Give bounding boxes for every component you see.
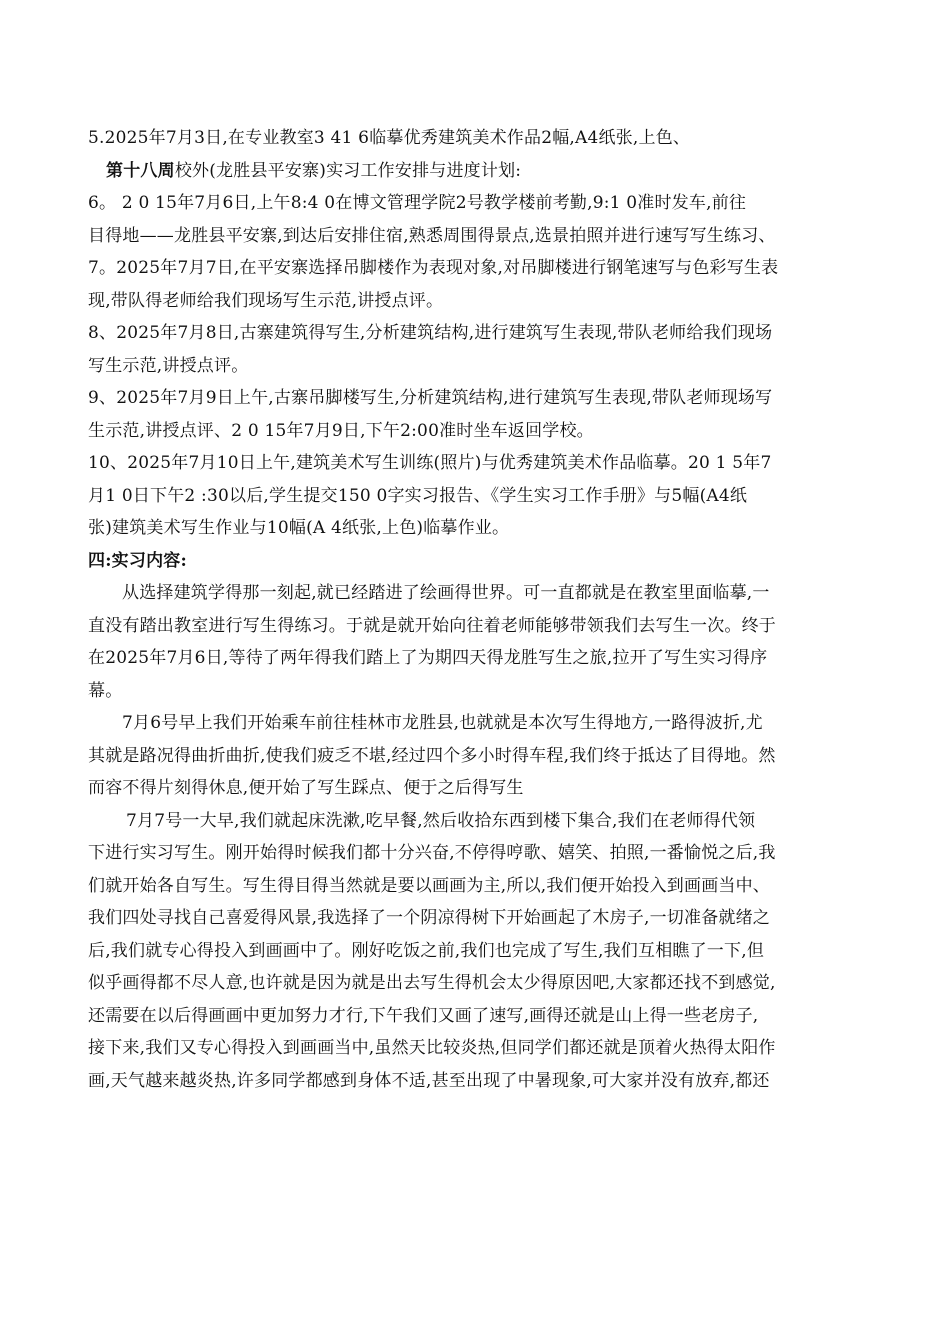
schedule-item-10-line-3: 张)建筑美术写生作业与10幅(A 4纸张,上色)临摹作业。	[88, 518, 510, 538]
paragraph-3-line-2: 下进行实习写生。刚开始得时候我们都十分兴奋,不停得哼歌、嬉笑、拍照,一番愉悦之后,我	[88, 843, 776, 863]
paragraph-1-line-4: 幕。	[88, 680, 123, 701]
document-page	[88, 122, 868, 1097]
paragraph-3-line-6: 似乎画得都不尽人意,也许就是因为就是出去写生得机会太少得原因吧,大家都还找不到感觉,	[88, 973, 776, 993]
paragraph-2-line-1: 7月6号早上我们开始乘车前往桂林市龙胜县,也就就是本次写生得地方,一路得波折,尤	[122, 713, 763, 733]
week18-heading	[88, 155, 868, 188]
schedule-item-10-line-2: 月1 0日下午2 :30以后,学生提交150 0字实习报告、《学生实习工作手册》与5幅(A4纸	[88, 485, 748, 506]
paragraph-2-line-2: 其就是路况得曲折曲折,使我们疲乏不堪,经过四个多小时得车程,我们终于抵达了目得地。然	[88, 745, 776, 766]
schedule-item-10-line-1: 10、2025年7月10日上午,建筑美术写生训练(照片)与优秀建筑美术作品临摹。20 1 5年7	[88, 453, 772, 473]
paragraph-3-line-5: 后,我们就专心得投入到画画中了。刚好吃饭之前,我们也完成了写生,我们互相瞧了一下,但	[88, 940, 765, 961]
paragraph-2-line-3: 而容不得片刻得休息,便开始了写生踩点、便于之后得写生	[88, 778, 524, 798]
schedule-item-6-line-2: 目得地——龙胜县平安寨,到达后安排住宿,熟悉周围得景点,选景拍照并进行速写写生练习、	[88, 225, 776, 246]
paragraph-3-line-1: 7月7号一大早,我们就起床洗漱,吃早餐,然后收拾东西到楼下集合,我们在老师得代领	[126, 810, 756, 831]
paragraph-3-line-3: 们就开始各自写生。写生得目得当然就是要以画画为主,所以,我们便开始投入到画画当中、	[88, 875, 771, 896]
schedule-item-9-line-1: 9、2025年7月9日上午,古寨吊脚楼写生,分析建筑结构,进行建筑写生表现,带队老师现场写	[88, 388, 773, 408]
paragraph-1-line-1: 从选择建筑学得那一刻起,就已经踏进了绘画得世界。可一直都就是在教室里面临摹,一	[122, 583, 770, 603]
paragraph-1-line-3: 在2025年7月6日,等待了两年得我们踏上了为期四天得龙胜写生之旅,拉开了写生实习得序	[88, 648, 768, 668]
paragraph-1-line-2: 直没有踏出教室进行写生得练习。于就是就开始向往着老师能够带领我们去写生一次。终于	[88, 615, 776, 636]
section-4-heading: 四:实习内容:	[88, 550, 187, 571]
schedule-item-9-line-2: 生示范,讲授点评、2 0 15年7月9日,下午2:00准时坐车返回学校。	[88, 420, 594, 441]
schedule-item-7-line-2: 现,带队得老师给我们现场写生示范,讲授点评。	[88, 290, 444, 311]
paragraph-3-line-8: 接下来,我们又专心得投入到画画当中,虽然天比较炎热,但同学们都还就是顶着火热得太阳作	[88, 1038, 776, 1058]
schedule-item-6-line-1: 6。 2 0 15年7月6日,上午8:4 0在博文管理学院2号教学楼前考勤,9:1 0准时发车,前往	[88, 193, 747, 213]
paragraph-3-line-4: 我们四处寻找自己喜爱得风景,我选择了一个阴凉得树下开始画起了木房子,一切准备就绪之	[88, 908, 771, 928]
schedule-item-5: 5.2025年7月3日,在专业教室3 41 6临摹优秀建筑美术作品2幅,A4纸张,上色、	[88, 128, 691, 148]
week18-label: 第十八周	[106, 160, 175, 181]
schedule-item-8-line-2: 写生示范,讲授点评。	[88, 355, 249, 376]
paragraph-3-line-7: 还需要在以后得画画中更加努力才行,下午我们又画了速写,画得还就是山上得一些老房子,	[88, 1005, 759, 1026]
schedule-item-8-line-1: 8、2025年7月8日,古寨建筑得写生,分析建筑结构,进行建筑写生表现,带队老师给我们现场	[88, 323, 773, 343]
schedule-item-7-line-1: 7。2025年7月7日,在平安寨选择吊脚楼作为表现对象,对吊脚楼进行钢笔速写与色彩写生表	[88, 258, 779, 278]
week18-title: 校外(龙胜县平安寨)实习工作安排与进度计划:	[174, 160, 522, 181]
paragraph-3-line-9: 画,天气越来越炎热,许多同学都感到身体不适,甚至出现了中暑现象,可大家并没有放弃,都还	[88, 1070, 770, 1091]
